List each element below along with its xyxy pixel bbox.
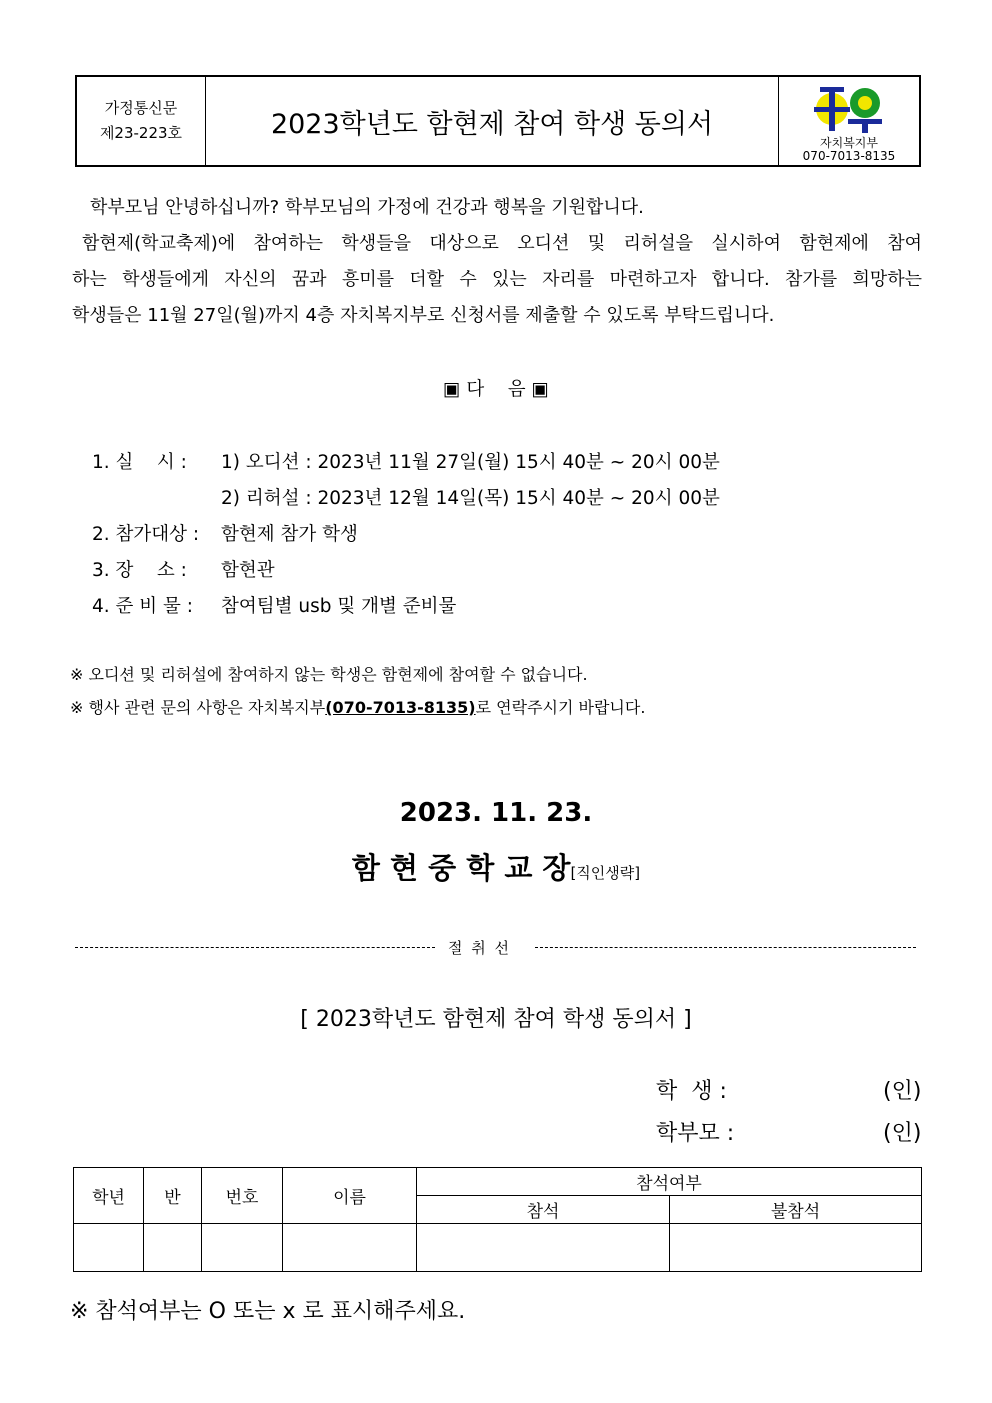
cell-name[interactable] [283, 1224, 417, 1272]
department-phone: 070-7013-8135 [802, 149, 896, 163]
col-attendance: 참석여부 [417, 1168, 922, 1196]
note-2-prefix: ※ 행사 관련 문의 사항은 자치복지부 [70, 698, 326, 717]
col-number: 번호 [202, 1168, 283, 1224]
col-absent: 불참석 [670, 1196, 922, 1224]
form-title: [ 2023학년도 함현제 참여 학생 동의서 ] [300, 1007, 692, 1032]
item1-rehearsal: 2) 리허설 : 2023년 12월 14일(목) 15시 40분 ~ 20시 00분 [221, 488, 720, 509]
form-instruction: ※ 참석여부는 O 또는 x 로 표시해주세요. [70, 1299, 466, 1324]
student-label: 학 생 : [656, 1079, 727, 1104]
col-name: 이름 [283, 1168, 417, 1224]
notice-type: 가정통신문 [104, 99, 178, 117]
document-title: 2023학년도 함현제 참여 학생 동의서 [270, 108, 714, 140]
item4-label: 4. 준 비 물 : [92, 596, 194, 617]
note-1: ※ 오디션 및 리허설에 참여하지 않는 학생은 함현제에 참여할 수 없습니다. [70, 665, 588, 684]
parent-seal: (인) [883, 1121, 922, 1146]
note-2 [70, 695, 645, 718]
notice-info [77, 77, 206, 165]
intro-line-2: 함현제(학교축제)에 참여하는 학생들을 대상으로 오디션 및 리허설을 실시하여 함현제에 참여 [82, 233, 922, 254]
cell-grade[interactable] [74, 1224, 144, 1272]
notice-heading: ▣ 다 음 ▣ [443, 379, 549, 400]
cut-line-right [535, 947, 916, 948]
department-name: 자치복지부 [820, 136, 878, 150]
table-row [74, 1224, 922, 1272]
cell-absent[interactable] [670, 1224, 922, 1272]
principal-signature [0, 846, 992, 887]
item3-value: 함현관 [221, 560, 275, 581]
header-box [75, 75, 921, 167]
col-grade: 학년 [74, 1168, 144, 1224]
department-info [778, 77, 919, 165]
item1-audition: 1) 오디션 : 2023년 11월 27일(월) 15시 40분 ~ 20시 00분 [221, 452, 720, 473]
student-seal: (인) [883, 1079, 922, 1104]
item3-label: 3. 장 소 : [92, 560, 187, 581]
cell-class[interactable] [144, 1224, 202, 1272]
parent-label: 학부모 : [656, 1121, 735, 1146]
cut-line-label: 절 취 선 [448, 939, 512, 957]
col-class: 반 [144, 1168, 202, 1224]
cell-attend[interactable] [417, 1224, 670, 1272]
col-attend: 참석 [417, 1196, 670, 1224]
issue-date: 2023. 11. 23. [399, 798, 593, 828]
intro-line-4: 학생들은 11월 27일(월)까지 4층 자치복지부로 신청서를 제출할 수 있도록 부탁드립니다. [72, 305, 775, 326]
intro-line-3: 하는 학생들에게 자신의 꿈과 흥미를 더할 수 있는 자리를 마련하고자 합니다. 참가를 희망하는 [72, 269, 922, 290]
cell-number[interactable] [202, 1224, 283, 1272]
item1-label: 1. 실 시 : [92, 452, 187, 473]
note-2-phone: (070-7013-8135) [325, 698, 476, 717]
attendance-table [73, 1167, 922, 1272]
item4-value: 참여팀별 usb 및 개별 준비물 [221, 596, 457, 617]
note-2-suffix: 로 연락주시기 바랍니다. [475, 698, 646, 717]
intro-line-1: 학부모님 안녕하십니까? 학부모님의 가정에 건강과 행복을 기원합니다. [90, 197, 644, 218]
item2-label: 2. 참가대상 : [92, 524, 200, 545]
item2-value: 함현제 참가 학생 [221, 524, 358, 545]
notice-number: 제23-223호 [99, 124, 183, 142]
table-header-row [74, 1168, 922, 1196]
seal-note: [직인생략] [570, 864, 641, 882]
principal-name: 함 현 중 학 교 장 [351, 851, 571, 885]
intro-paragraph [72, 190, 922, 334]
school-logo-icon [812, 83, 886, 135]
cut-line-left [75, 947, 435, 948]
